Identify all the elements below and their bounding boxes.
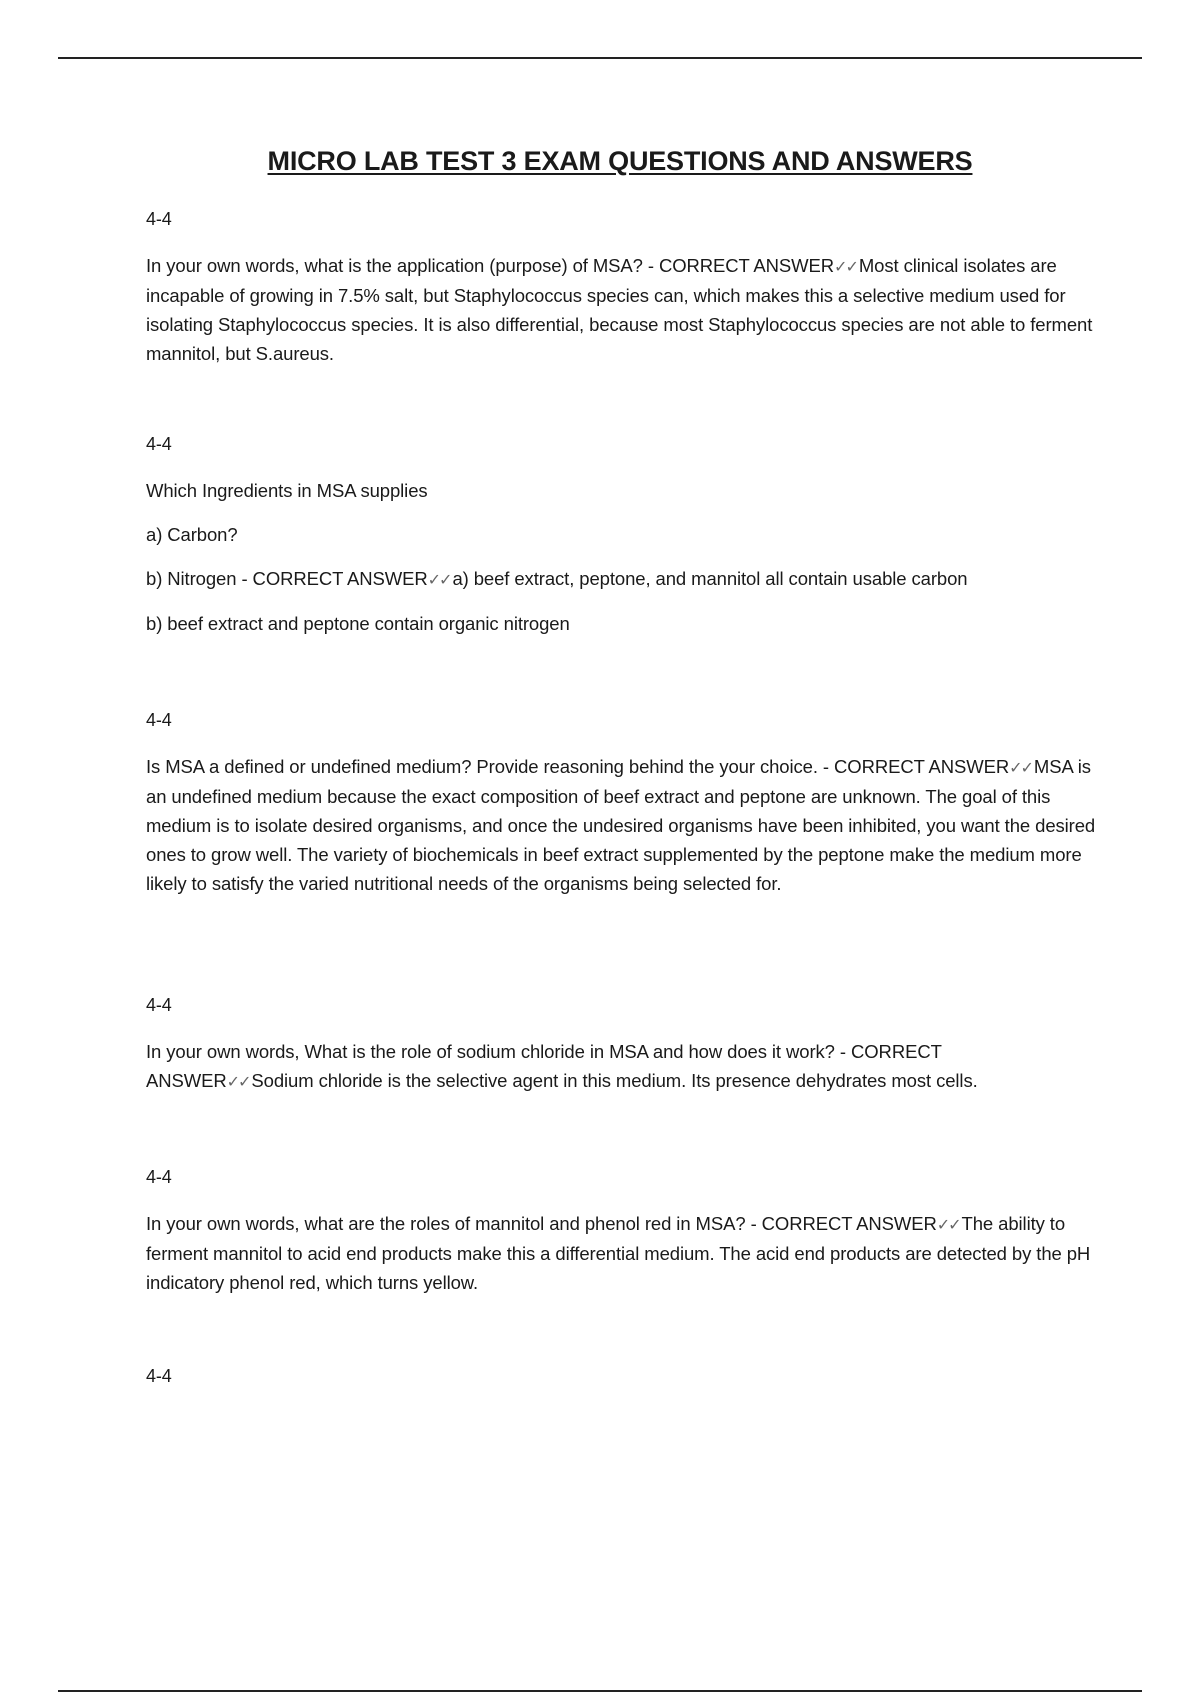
- section-tag: 4-4: [146, 434, 172, 454]
- qa-section-1: [146, 205, 1096, 383]
- question-text: In your own words, what is the application (purpose) of MSA? - CORRECT ANSWER: [146, 255, 835, 276]
- question-line: Which Ingredients in MSA supplies: [146, 480, 428, 501]
- section-tag: 4-4: [146, 1366, 172, 1386]
- section-tag: 4-4: [146, 710, 172, 730]
- answer-text: Most clinical isolates are incapable of growing in 7.5% salt, but Staphylococcus species can, which makes this a selective medium used for isolating Staphylococcus species. It is also differential, because most Staphylococcus species are not able to ferment mannitol, but S.aureus.: [146, 255, 1093, 364]
- answer-text: a) beef extract, peptone, and mannitol all contain usable carbon: [452, 568, 968, 589]
- qa-section-3: [146, 706, 1096, 913]
- question-text: b) Nitrogen - CORRECT ANSWER: [146, 568, 428, 589]
- page-title: MICRO LAB TEST 3 EXAM QUESTIONS AND ANSWERS: [267, 146, 973, 176]
- question-text: In your own words, what are the roles of mannitol and phenol red in MSA? - CORRECT ANSWER: [146, 1213, 937, 1234]
- qa-paragraph: [146, 752, 1096, 898]
- footer-rule: [58, 1690, 1142, 1692]
- qa-paragraph: [146, 251, 1096, 368]
- section-tag: 4-4: [146, 1167, 172, 1187]
- header-rule: [58, 57, 1142, 59]
- qa-paragraph: [146, 1037, 1096, 1096]
- qa-paragraph: [146, 1209, 1096, 1297]
- qa-paragraph: [146, 564, 1096, 594]
- answer-extra: b) beef extract and peptone contain organic nitrogen: [146, 613, 570, 634]
- qa-section-6: [146, 1362, 1096, 1408]
- section-tag: 4-4: [146, 209, 172, 229]
- qa-section-2: [146, 430, 1096, 653]
- double-check-icon: ✓✓: [936, 1215, 960, 1234]
- question-text: Is MSA a defined or undefined medium? Provide reasoning behind the your choice. - CORRECT ANSWER: [146, 756, 1010, 777]
- double-check-icon: ✓✓: [427, 570, 451, 589]
- answer-text: MSA is an undefined medium because the exact composition of beef extract and peptone are unknown. The goal of this medium is to isolate desired organisms, and once the undesired organisms have been inhibited, you want the desired ones to grow well. The variety of biochemicals in beef extract supplemented by the peptone make the medium more likely to satisfy the varied nutritional needs of the organisms being selected for.: [146, 756, 1096, 894]
- answer-text: The ability to ferment mannitol to acid end products make this a differential medium. The acid end products are detected by the pH indicatory phenol red, which turns yellow.: [146, 1213, 1091, 1293]
- question-text: In your own words, What is the role of sodium chloride in MSA and how does it work? - CORRECT ANSWER: [146, 1041, 942, 1091]
- answer-text: Sodium chloride is the selective agent in this medium. Its presence dehydrates most cells.: [251, 1070, 978, 1091]
- double-check-icon: ✓✓: [226, 1072, 250, 1091]
- double-check-icon: ✓✓: [1009, 758, 1032, 777]
- qa-section-4: [146, 991, 1096, 1111]
- section-tag: 4-4: [146, 995, 172, 1015]
- question-line: a) Carbon?: [146, 524, 238, 545]
- qa-section-5: [146, 1163, 1096, 1312]
- double-check-icon: ✓✓: [834, 257, 857, 276]
